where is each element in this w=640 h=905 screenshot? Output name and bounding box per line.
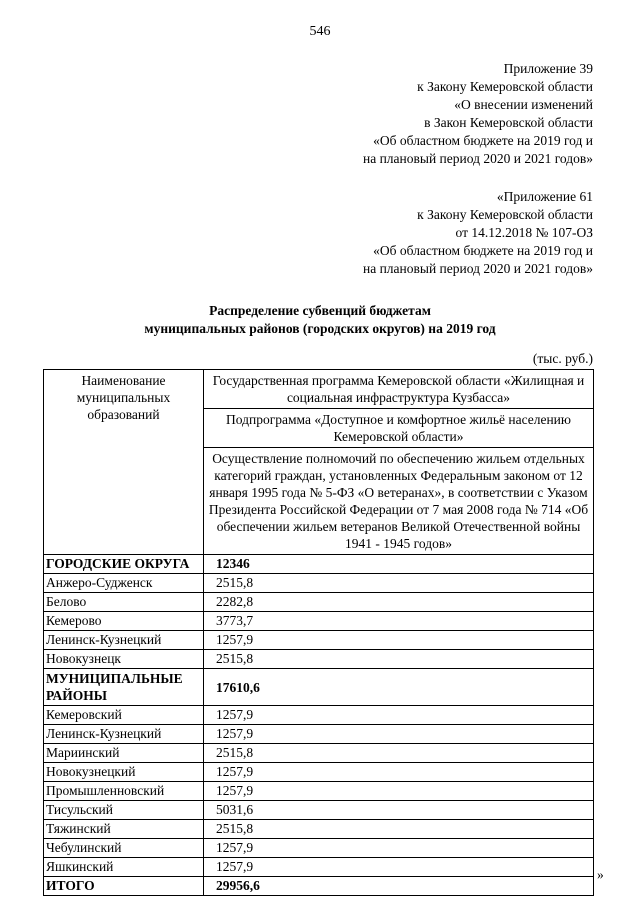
header-name-cell: Наименование муниципальных образований [44,370,204,555]
annex-line: «О внесении изменений [454,97,593,112]
row-value: 2515,8 [204,574,594,593]
row-name: Новокузнецкий [44,763,204,782]
title-line-2: муниципальных районов (городских округов) на 2019 год [144,321,496,336]
row-name: Ленинск-Кузнецкий [44,725,204,744]
row-name: Промышленновский [44,782,204,801]
annex-61-header [363,188,593,278]
row-name: Ленинск-Кузнецкий [44,631,204,650]
header-program-cell: Государственная программа Кемеровской области «Жилищная и социальная инфраструктура Кузбасса» [204,370,594,409]
row-name: Яшкинский [44,858,204,877]
row-value: 29956,6 [204,877,594,896]
table-row [44,801,594,820]
annex-line: «Об областном бюджете на 2019 год и [373,243,593,258]
annex-line: к Закону Кемеровской области [417,207,593,222]
row-value: 1257,9 [204,782,594,801]
subsidy-table [43,369,594,896]
row-value: 2515,8 [204,650,594,669]
page-number: 546 [309,24,331,39]
table-row [44,763,594,782]
annex-39-header [363,60,593,168]
annex-line: к Закону Кемеровской области [417,79,593,94]
title-line-1: Распределение субвенций бюджетам [209,303,431,318]
row-name: Мариинский [44,744,204,763]
table-row [44,669,594,706]
row-name: Анжеро-Судженск [44,574,204,593]
row-value: 5031,6 [204,801,594,820]
annex-line: «Приложение 61 [496,189,593,204]
table-row [44,706,594,725]
row-value: 1257,9 [204,631,594,650]
row-value: 2515,8 [204,744,594,763]
table-row [44,650,594,669]
table-row [44,631,594,650]
annex-line: на плановый период 2020 и 2021 годов» [362,261,593,276]
table-row [44,782,594,801]
row-name: Тяжинский [44,820,204,839]
row-value: 17610,6 [204,669,594,706]
table-row [44,612,594,631]
row-name: ГОРОДСКИЕ ОКРУГА [44,555,204,574]
annex-line: от 14.12.2018 № 107-ОЗ [455,225,593,240]
row-name: Новокузнецк [44,650,204,669]
row-value: 1257,9 [204,839,594,858]
row-name: Тисульский [44,801,204,820]
header-measure-cell: Осуществление полномочий по обеспечению жильем отдельных категорий граждан, установленных Федеральным законом от 12 января 1995 года № 5-ФЗ «О ветеранах», в соответствии с Указом Президента Российской Федерации от 7 мая 2008 года № 714 «Об обеспечении жильем ветеранов Великой Отечественной войны 1941 - 1945 годов» [204,448,594,555]
annex-line: в Закон Кемеровской области [424,115,593,130]
row-value: 1257,9 [204,858,594,877]
header-subprogram-cell: Подпрограмма «Доступное и комфортное жильё населению Кемеровской области» [204,409,594,448]
table-row [44,725,594,744]
row-name: Кемеровский [44,706,204,725]
annex-line: Приложение 39 [503,61,593,76]
table-row [44,555,594,574]
row-name: ИТОГО [44,877,204,896]
units-label: (тыс. руб.) [532,351,593,366]
table-row-total [44,877,594,896]
table-row [44,858,594,877]
row-value: 12346 [204,555,594,574]
row-name: Кемерово [44,612,204,631]
row-value: 3773,7 [204,612,594,631]
closing-quote: » [597,867,604,882]
row-value: 1257,9 [204,706,594,725]
table-row [44,839,594,858]
annex-line: «Об областном бюджете на 2019 год и [373,133,593,148]
annex-line: на плановый период 2020 и 2021 годов» [362,151,593,166]
row-name: Белово [44,593,204,612]
row-value: 2282,8 [204,593,594,612]
row-value: 1257,9 [204,725,594,744]
row-value: 2515,8 [204,820,594,839]
row-name: МУНИЦИПАЛЬНЫЕ РАЙОНЫ [44,669,204,706]
table-row [44,820,594,839]
document-title [0,302,640,338]
row-name: Чебулинский [44,839,204,858]
row-value: 1257,9 [204,763,594,782]
table-row [44,574,594,593]
table-row [44,593,594,612]
table-row [44,744,594,763]
